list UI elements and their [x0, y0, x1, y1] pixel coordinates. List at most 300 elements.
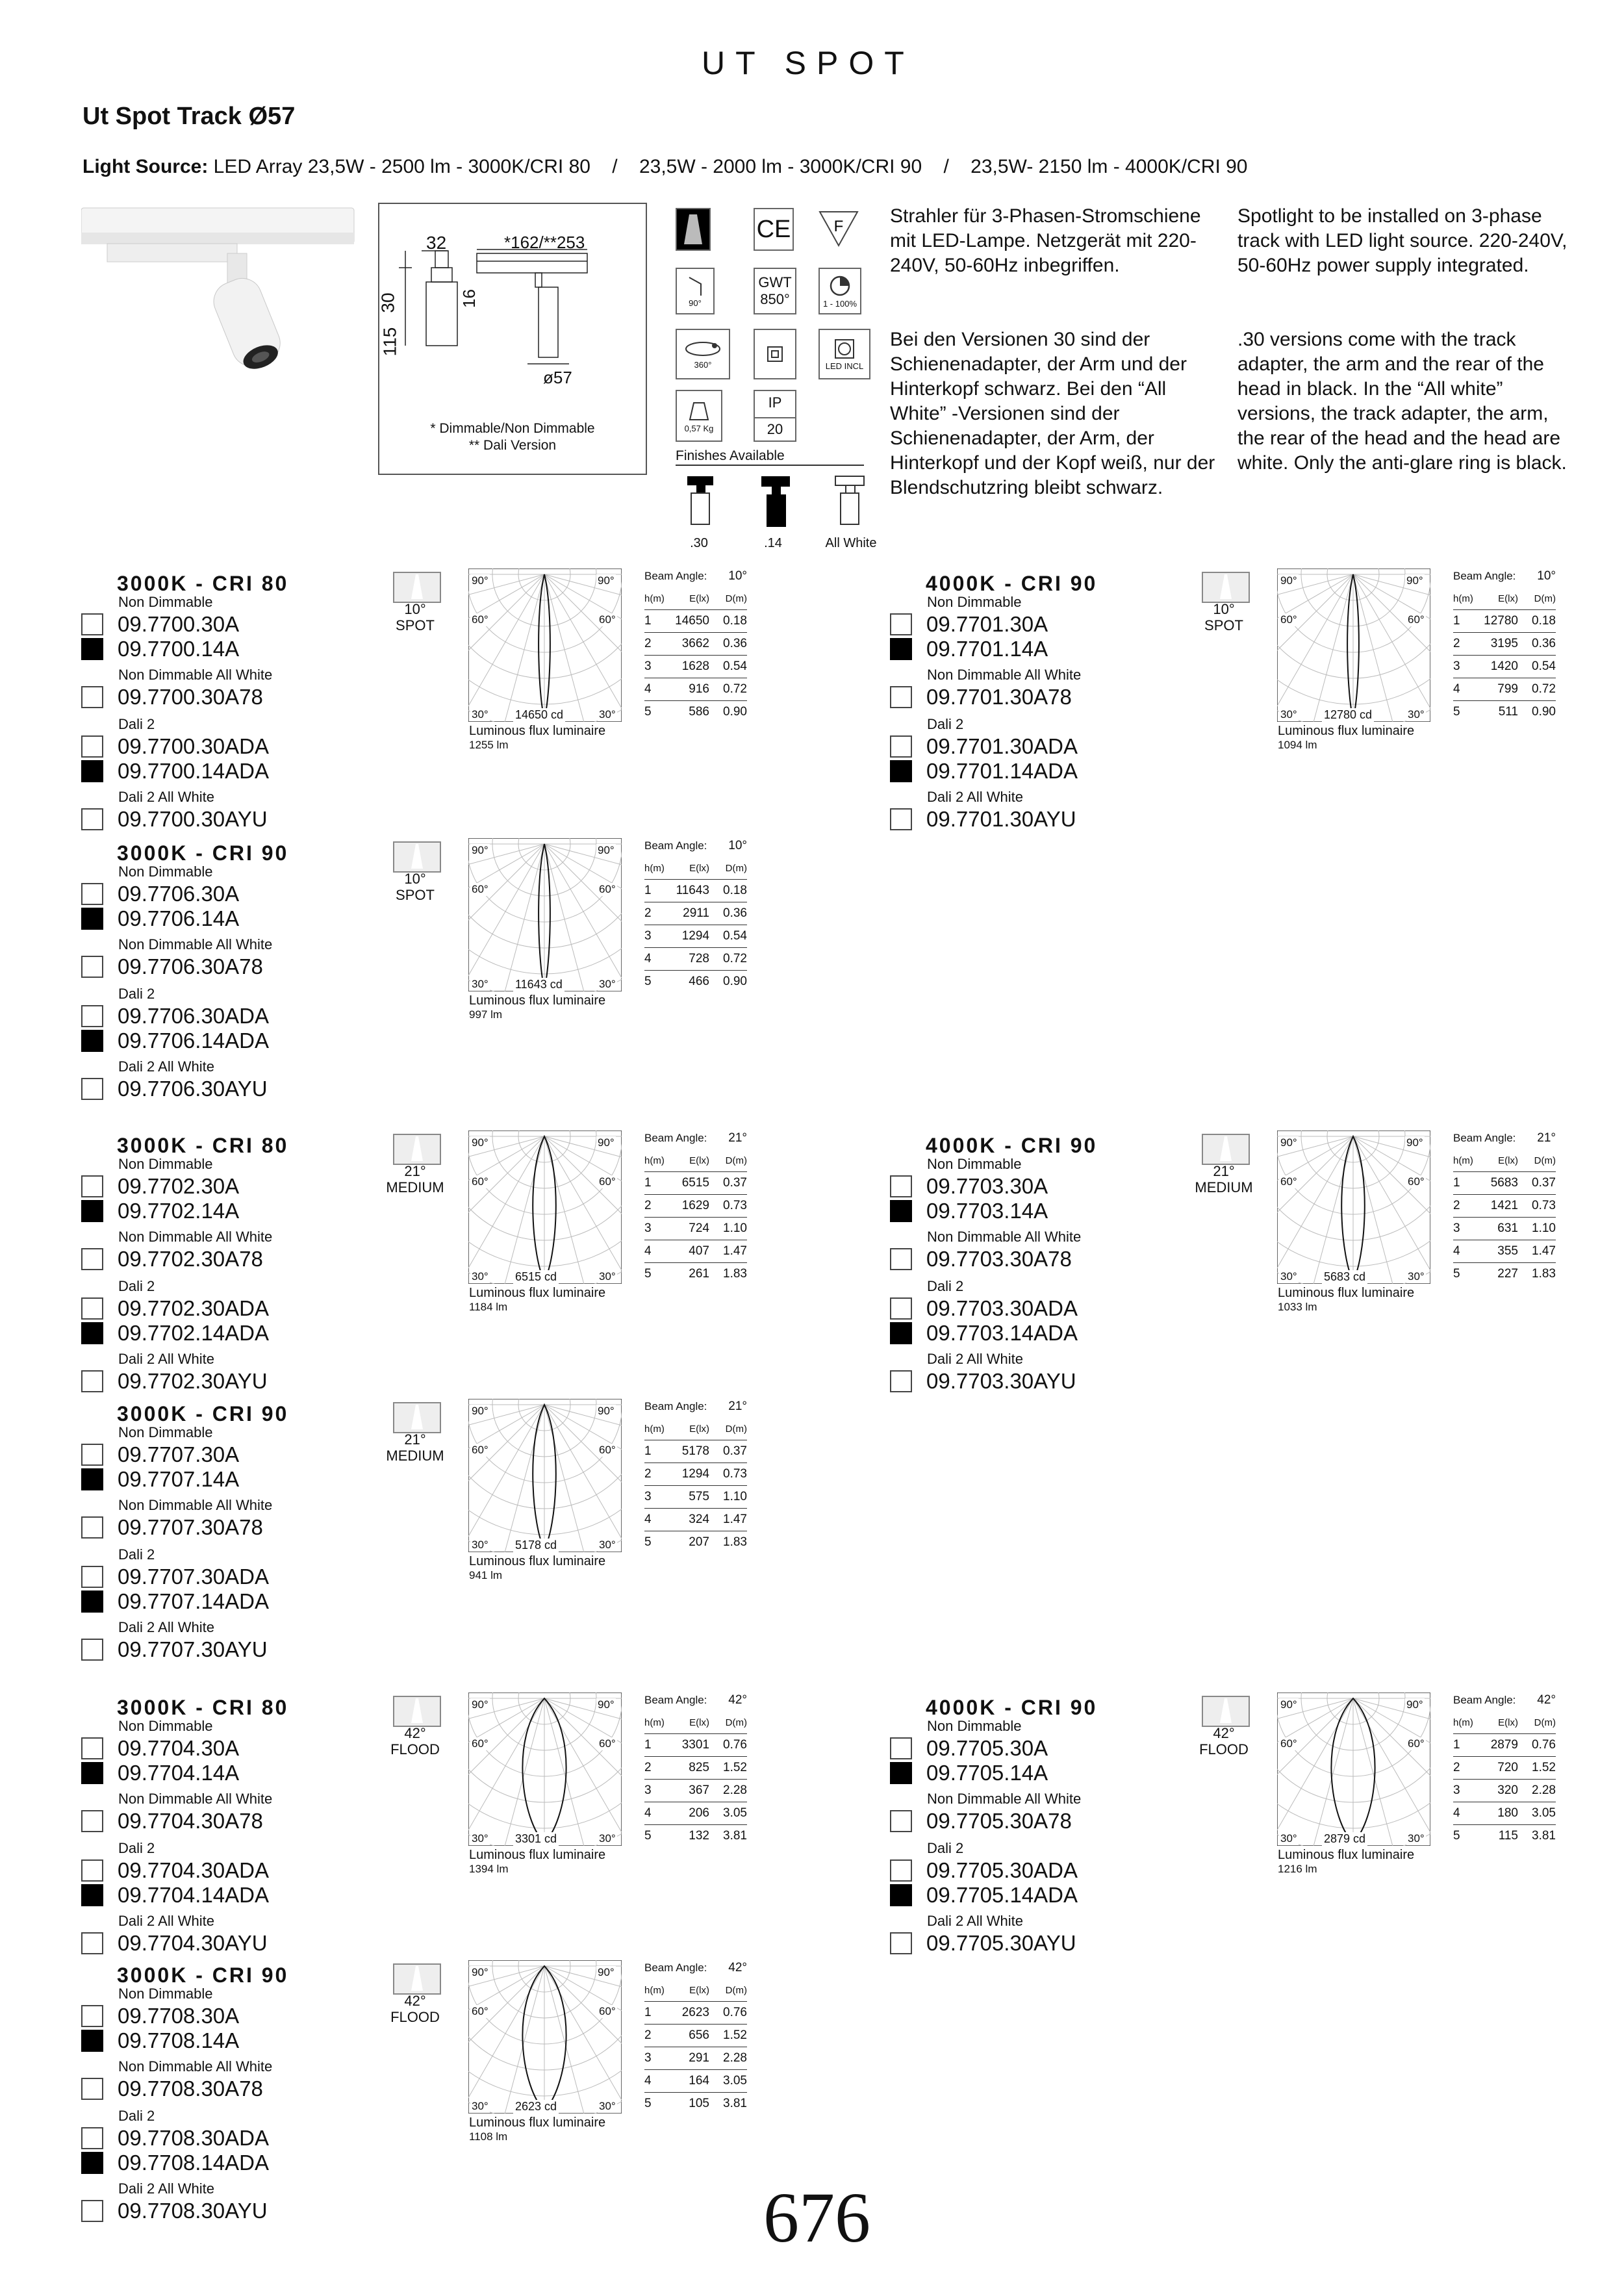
product-code-row[interactable]: [890, 1883, 1078, 1908]
finish-checkbox[interactable]: [81, 1566, 103, 1588]
product-code[interactable]: 09.7705.30AYU: [926, 1931, 1076, 1955]
table-row: [644, 1240, 747, 1263]
finish-checkbox[interactable]: [81, 1737, 103, 1759]
table-row: [644, 610, 747, 633]
cell-h: 5: [644, 1829, 652, 1843]
cell-h: 4: [644, 1244, 652, 1258]
finish-checkbox[interactable]: [890, 1200, 912, 1222]
product-code[interactable]: 09.7707.14A: [118, 1467, 240, 1491]
product-code-row[interactable]: [81, 1883, 269, 1908]
cell-d: 1.47: [723, 1513, 747, 1526]
finish-checkbox[interactable]: [890, 1859, 912, 1882]
cell-e: 631: [1497, 1221, 1518, 1235]
table-row: [644, 1440, 747, 1463]
polar-label-60-left: 60°: [1280, 613, 1297, 626]
cell-e: 2911: [683, 906, 709, 920]
cell-d: 0.90: [723, 975, 747, 988]
beam-data-table: [644, 1127, 747, 1285]
finish-checkbox[interactable]: [890, 1322, 912, 1344]
cell-h: 1: [1453, 1176, 1460, 1190]
table-row: [1453, 1172, 1556, 1195]
finish-label-30: .30: [690, 536, 708, 550]
luminous-flux-value: 1094 lm: [1278, 739, 1317, 751]
cell-d: 1.83: [723, 1535, 747, 1549]
cell-e: 916: [689, 682, 709, 696]
finish-checkbox[interactable]: [890, 1297, 912, 1320]
finish-checkbox[interactable]: [81, 2005, 103, 2027]
beam-angle-caption: Beam Angle:: [1453, 570, 1516, 582]
table-row: [644, 1802, 747, 1825]
col-e: E(lx): [689, 1717, 709, 1728]
product-code-row[interactable]: [890, 1369, 1076, 1394]
product-code-row[interactable]: [81, 734, 269, 759]
col-d: D(m): [725, 1984, 747, 1996]
finish-checkbox[interactable]: [81, 2152, 103, 2174]
product-code-row[interactable]: [81, 1809, 263, 1833]
cell-e: 2623: [681, 2006, 709, 2019]
finish-checkbox[interactable]: [890, 1810, 912, 1832]
section-subheading: Non Dimmable All White: [927, 1229, 1082, 1245]
cell-h: 3: [644, 659, 652, 673]
col-e: E(lx): [689, 1423, 709, 1435]
product-code[interactable]: 09.7703.14ADA: [926, 1321, 1078, 1345]
product-code-row[interactable]: [890, 612, 1048, 637]
product-code-row[interactable]: [890, 759, 1078, 784]
luminous-flux-value: 1033 lm: [1278, 1301, 1317, 1313]
finish-checkbox[interactable]: [81, 686, 103, 708]
finish-checkbox[interactable]: [81, 883, 103, 905]
product-code[interactable]: 09.7701.30A78: [926, 685, 1072, 709]
polar-label-90-right: 90°: [598, 574, 615, 587]
product-code[interactable]: 09.7708.14ADA: [118, 2151, 270, 2175]
product-code-row[interactable]: [81, 1515, 263, 1540]
product-code-row[interactable]: [81, 1565, 269, 1589]
product-code[interactable]: 09.7707.30AYU: [118, 1637, 268, 1661]
section-subheading: Dali 2 All White: [118, 1913, 214, 1929]
finish-checkbox[interactable]: [81, 956, 103, 978]
beam-type-icon: [1202, 1696, 1250, 1727]
product-code[interactable]: 09.7706.14ADA: [118, 1028, 270, 1053]
table-row: [1453, 1218, 1556, 1240]
finish-checkbox[interactable]: [81, 1884, 103, 1906]
cell-d: 1.52: [723, 2028, 747, 2042]
cell-h: 2: [644, 906, 652, 920]
luminous-flux-caption: Luminous flux luminaire: [1278, 724, 1415, 738]
product-code-row[interactable]: [890, 1296, 1078, 1321]
finish-checkbox[interactable]: [890, 1248, 912, 1270]
product-code[interactable]: 09.7704.30A78: [118, 1809, 263, 1833]
beam-type-label: FLOOD: [390, 1741, 440, 1757]
product-code-row[interactable]: [81, 1736, 239, 1761]
table-row: [644, 1463, 747, 1486]
finish-checkbox[interactable]: [81, 2127, 103, 2149]
product-title: Ut Spot Track Ø57: [82, 103, 296, 130]
product-code-row[interactable]: [81, 1028, 269, 1053]
polar-label-90-right: 90°: [1406, 1136, 1423, 1149]
product-code[interactable]: 09.7705.30A78: [926, 1809, 1072, 1833]
col-e: E(lx): [1498, 1155, 1518, 1166]
beam-angle-heading: [644, 1127, 747, 1149]
cell-h: 5: [1453, 705, 1460, 719]
product-code[interactable]: 09.7705.14A: [926, 1761, 1048, 1785]
product-code-row[interactable]: [890, 685, 1072, 709]
beam-angle-heading: [644, 1396, 747, 1418]
product-code-row[interactable]: [890, 1736, 1048, 1761]
product-code-row[interactable]: [890, 1931, 1076, 1956]
product-code-row[interactable]: [81, 1077, 268, 1101]
product-code-row[interactable]: [81, 637, 239, 661]
product-code[interactable]: 09.7701.14A: [926, 637, 1048, 661]
polar-label-60-right: 60°: [599, 883, 616, 895]
section-subheading: Non Dimmable: [927, 1156, 1022, 1172]
section-subheading: Non Dimmable: [927, 1718, 1022, 1734]
table-row: [644, 678, 747, 701]
section-subheading: Dali 2: [118, 2108, 155, 2124]
product-code-row[interactable]: [890, 637, 1048, 661]
polar-label-60-left: 60°: [472, 883, 488, 895]
cell-d: 3.81: [723, 1829, 747, 1843]
product-code-row[interactable]: [890, 1858, 1078, 1883]
cell-h: 3: [644, 929, 652, 943]
product-code-row[interactable]: [81, 1321, 269, 1346]
finish-checkbox[interactable]: [890, 613, 912, 635]
cell-e: 180: [1497, 1806, 1518, 1820]
finish-checkbox[interactable]: [81, 613, 103, 635]
finish-checkbox[interactable]: [81, 1516, 103, 1539]
product-code[interactable]: 09.7701.30A: [926, 612, 1048, 636]
product-code-row[interactable]: [81, 807, 268, 832]
cell-d: 0.73: [1532, 1199, 1556, 1212]
peak-intensity-label: 5178 cd: [513, 1539, 559, 1552]
product-code-row[interactable]: [890, 807, 1076, 832]
finish-checkbox[interactable]: [81, 1591, 103, 1613]
finish-checkbox[interactable]: [890, 1932, 912, 1954]
luminous-flux-value: 1394 lm: [469, 1863, 509, 1875]
product-code-row[interactable]: [81, 1589, 269, 1614]
product-code[interactable]: 09.7702.14A: [118, 1199, 240, 1223]
cell-e: 105: [689, 2097, 709, 2110]
product-code[interactable]: 09.7707.14ADA: [118, 1589, 270, 1613]
cell-h: 3: [644, 2051, 652, 2065]
product-code[interactable]: 09.7703.30AYU: [926, 1369, 1076, 1393]
luminous-flux-value: 1255 lm: [469, 739, 509, 751]
product-code-row[interactable]: [890, 1174, 1048, 1199]
col-d: D(m): [725, 862, 747, 874]
dimmer-text: 1 - 100%: [822, 298, 857, 309]
spot-beam-icon: [676, 208, 711, 251]
product-code[interactable]: 09.7704.30A: [118, 1736, 240, 1760]
finish-checkbox[interactable]: [81, 1762, 103, 1784]
table-row: [644, 1757, 747, 1780]
product-code-row[interactable]: [81, 759, 269, 784]
luminous-flux-caption: Luminous flux luminaire: [1278, 1848, 1415, 1862]
finish-checkbox[interactable]: [890, 686, 912, 708]
finish-checkbox[interactable]: [81, 1370, 103, 1392]
peak-intensity-label: 6515 cd: [513, 1270, 559, 1284]
table-row: [644, 1263, 747, 1285]
cell-h: 1: [644, 1444, 652, 1458]
cell-e: 1294: [681, 1467, 709, 1481]
product-code[interactable]: 09.7705.14ADA: [926, 1883, 1078, 1907]
cell-e: 5683: [1490, 1176, 1518, 1190]
product-code-row[interactable]: [81, 2199, 268, 2223]
finish-checkbox[interactable]: [81, 1248, 103, 1270]
product-code[interactable]: 09.7703.30A78: [926, 1247, 1072, 1271]
beam-data-table: [644, 1396, 747, 1553]
product-code-row[interactable]: [81, 954, 263, 979]
product-code-row[interactable]: [81, 2004, 239, 2028]
cell-e: 11643: [676, 884, 709, 897]
light-source-text: LED Array 23,5W - 2500 lm - 3000K/CRI 80 / 23,5W - 2000 lm - 3000K/CRI 90 / 23,5W- 2150 lm - 4000K/CRI 90: [208, 156, 1248, 177]
product-code-row[interactable]: [81, 1637, 268, 1662]
table-row: [1453, 1195, 1556, 1218]
finish-white-swatch: [835, 476, 864, 524]
finish-checkbox[interactable]: [81, 1030, 103, 1052]
polar-label-30-right: 30°: [599, 1539, 616, 1551]
product-code[interactable]: 09.7704.30AYU: [118, 1931, 268, 1955]
beam-type-label: SPOT: [396, 617, 435, 633]
table-row: [644, 971, 747, 993]
finish-checkbox[interactable]: [81, 2078, 103, 2100]
luminous-flux-value: 1184 lm: [469, 1301, 508, 1313]
polar-label-90-right: 90°: [1406, 574, 1423, 587]
finish-checkbox[interactable]: [81, 638, 103, 660]
cell-d: 0.73: [723, 1199, 747, 1212]
product-code[interactable]: 09.7706.14A: [118, 906, 240, 930]
product-code[interactable]: 09.7700.30A: [118, 612, 240, 636]
finish-checkbox[interactable]: [81, 1810, 103, 1832]
cell-d: 0.73: [723, 1467, 747, 1481]
finish-checkbox[interactable]: [890, 1175, 912, 1197]
finish-checkbox[interactable]: [81, 735, 103, 758]
finish-checkbox[interactable]: [81, 1078, 103, 1100]
luminous-flux-value: 941 lm: [469, 1569, 503, 1581]
cell-h: 5: [1453, 1829, 1460, 1843]
polar-label-60-right: 60°: [599, 2005, 616, 2017]
product-code-row[interactable]: [81, 612, 239, 637]
product-code[interactable]: 09.7704.14A: [118, 1761, 240, 1785]
product-code-row[interactable]: [81, 2126, 269, 2151]
product-code-row[interactable]: [81, 1369, 268, 1394]
finish-checkbox[interactable]: [81, 808, 103, 830]
polar-label-90-right: 90°: [598, 1966, 615, 1978]
finish-checkbox[interactable]: [890, 1884, 912, 1906]
polar-label-30-left: 30°: [472, 978, 488, 990]
product-code-row[interactable]: [81, 1296, 269, 1321]
product-code-row[interactable]: [890, 1199, 1048, 1223]
product-code-row[interactable]: [81, 1247, 263, 1271]
section-title: 3000K - CRI 80: [117, 1696, 289, 1719]
finish-checkbox[interactable]: [81, 1200, 103, 1222]
beam-angle-icon-label: 10°: [404, 871, 426, 887]
table-row: [1453, 656, 1556, 678]
col-e: E(lx): [1498, 1717, 1518, 1728]
cell-d: 3.05: [723, 2074, 747, 2088]
cell-d: 1.10: [723, 1221, 747, 1235]
cell-e: 6515: [681, 1176, 709, 1190]
product-code-row[interactable]: [81, 1174, 239, 1199]
product-code[interactable]: 09.7708.30A78: [118, 2076, 263, 2101]
finish-checkbox[interactable]: [81, 1005, 103, 1027]
beam-angle-caption: Beam Angle:: [644, 1400, 707, 1412]
polar-label-90-left: 90°: [472, 1698, 488, 1711]
finish-checkbox[interactable]: [81, 1175, 103, 1197]
product-code-row[interactable]: [890, 1247, 1072, 1271]
product-code[interactable]: 09.7704.14ADA: [118, 1883, 270, 1907]
product-code-row[interactable]: [890, 1321, 1078, 1346]
table-row: [644, 1780, 747, 1802]
product-code[interactable]: 09.7703.30ADA: [926, 1296, 1078, 1320]
finish-checkbox[interactable]: [890, 1762, 912, 1784]
product-code-row[interactable]: [81, 1931, 268, 1956]
product-code[interactable]: 09.7708.30A: [118, 2004, 240, 2028]
finish-checkbox[interactable]: [81, 1322, 103, 1344]
finish-checkbox[interactable]: [890, 1737, 912, 1759]
dim-16: 16: [459, 289, 479, 308]
product-code-row[interactable]: [81, 685, 263, 709]
product-code-row[interactable]: [81, 2028, 239, 2053]
polar-label-90-right: 90°: [1406, 1698, 1423, 1711]
finish-checkbox[interactable]: [81, 1639, 103, 1661]
product-code-row[interactable]: [81, 2151, 269, 2175]
product-code[interactable]: 09.7702.30A78: [118, 1247, 263, 1271]
cell-e: 586: [689, 705, 709, 719]
section-subheading: Dali 2: [118, 716, 155, 732]
finish-checkbox[interactable]: [81, 1859, 103, 1882]
product-code[interactable]: 09.7705.30A: [926, 1736, 1048, 1760]
beam-data-table: [1453, 1127, 1556, 1285]
section-subheading: Non Dimmable: [118, 1986, 213, 2002]
cell-e: 3301: [681, 1738, 709, 1752]
product-code[interactable]: 09.7706.30AYU: [118, 1077, 268, 1101]
cell-d: 3.81: [723, 2097, 747, 2110]
finish-checkbox[interactable]: [890, 1370, 912, 1392]
product-code-row[interactable]: [890, 734, 1078, 759]
section-title: 3000K - CRI 80: [117, 1134, 289, 1157]
section-subheading: Dali 2 All White: [927, 1351, 1023, 1367]
cell-h: 2: [644, 1199, 652, 1212]
dim-162: *162/**253: [504, 233, 585, 252]
cell-d: 2.28: [1532, 1783, 1556, 1797]
product-code-row[interactable]: [81, 1858, 269, 1883]
col-e: E(lx): [689, 1984, 709, 1996]
finish-checkbox[interactable]: [890, 638, 912, 660]
product-code-row[interactable]: [81, 1442, 239, 1467]
table-row: [1453, 1263, 1556, 1285]
product-code[interactable]: 09.7708.14A: [118, 2028, 240, 2052]
cell-h: 3: [644, 1490, 652, 1503]
weight-icon: [676, 390, 722, 442]
finish-checkbox[interactable]: [81, 908, 103, 930]
product-code[interactable]: 09.7708.30AYU: [118, 2199, 268, 2223]
product-code-row[interactable]: [81, 1761, 239, 1785]
product-code[interactable]: 09.7702.30A: [118, 1174, 240, 1198]
finish-checkbox[interactable]: [81, 1468, 103, 1490]
section-subheading: Dali 2: [118, 1278, 155, 1294]
cell-h: 1: [644, 1738, 652, 1752]
luminous-flux-caption: Luminous flux luminaire: [469, 1286, 606, 1300]
section-subheading: Dali 2 All White: [118, 1058, 214, 1075]
product-code[interactable]: 09.7701.30ADA: [926, 734, 1078, 758]
finish-checkbox[interactable]: [81, 760, 103, 782]
product-code[interactable]: 09.7703.30A: [926, 1174, 1048, 1198]
beam-type-icon: [393, 1696, 441, 1727]
cell-h: 2: [644, 1761, 652, 1774]
cell-e: 656: [689, 2028, 709, 2042]
finish-checkbox[interactable]: [81, 1297, 103, 1320]
product-code[interactable]: 09.7704.30ADA: [118, 1858, 270, 1882]
product-code[interactable]: 09.7706.30ADA: [118, 1004, 270, 1028]
product-code[interactable]: 09.7701.14ADA: [926, 759, 1078, 783]
cell-d: 3.81: [1532, 1829, 1556, 1843]
product-code[interactable]: 09.7700.14ADA: [118, 759, 270, 783]
product-code-row[interactable]: [81, 906, 239, 931]
product-code[interactable]: 09.7707.30A78: [118, 1515, 263, 1539]
product-code[interactable]: 09.7700.30ADA: [118, 734, 270, 758]
section-subheading: Non Dimmable All White: [118, 1229, 273, 1245]
product-code[interactable]: 09.7700.14A: [118, 637, 240, 661]
product-code[interactable]: 09.7708.30ADA: [118, 2126, 270, 2150]
cell-e: 2879: [1490, 1738, 1518, 1752]
series-title: UT SPOT: [702, 45, 915, 81]
table-row: [644, 656, 747, 678]
finish-checkbox[interactable]: [890, 760, 912, 782]
col-h: h(m): [644, 862, 665, 874]
product-code-row[interactable]: [81, 1467, 239, 1492]
product-code[interactable]: 09.7706.30A78: [118, 954, 263, 978]
product-photo: [81, 195, 367, 383]
product-code-row[interactable]: [81, 2076, 263, 2101]
polar-label-60-right: 60°: [1408, 1175, 1425, 1188]
product-code[interactable]: 09.7707.30ADA: [118, 1565, 270, 1589]
polar-label-90-left: 90°: [472, 1136, 488, 1149]
product-code[interactable]: 09.7702.14ADA: [118, 1321, 270, 1345]
product-code[interactable]: 09.7702.30AYU: [118, 1369, 268, 1393]
product-code[interactable]: 09.7703.14A: [926, 1199, 1048, 1223]
table-row: [644, 1218, 747, 1240]
finish-checkbox[interactable]: [81, 2030, 103, 2052]
table-row: [644, 902, 747, 925]
finish-checkbox[interactable]: [81, 2200, 103, 2222]
col-h: h(m): [1453, 1717, 1473, 1728]
product-code-row[interactable]: [81, 1199, 239, 1223]
ip-value: 20: [755, 417, 795, 438]
product-code-row[interactable]: [81, 1004, 269, 1028]
product-code[interactable]: 09.7702.30ADA: [118, 1296, 270, 1320]
finish-checkbox[interactable]: [81, 1932, 103, 1954]
product-code-row[interactable]: [890, 1761, 1048, 1785]
product-code-row[interactable]: [890, 1809, 1072, 1833]
finish-checkbox[interactable]: [81, 1444, 103, 1466]
polar-label-30-left: 30°: [472, 1539, 488, 1551]
product-code[interactable]: 09.7706.30A: [118, 882, 240, 906]
product-code[interactable]: 09.7700.30A78: [118, 685, 263, 709]
polar-diagram: [468, 1692, 624, 1854]
product-code-row[interactable]: [81, 882, 239, 906]
product-code[interactable]: 09.7701.30AYU: [926, 807, 1076, 831]
product-code[interactable]: 09.7700.30AYU: [118, 807, 268, 831]
polar-label-30-right: 30°: [1408, 1270, 1425, 1283]
cell-e: 5178: [681, 1444, 709, 1458]
beam-angle-caption: Beam Angle:: [644, 1694, 707, 1706]
finish-checkbox[interactable]: [890, 808, 912, 830]
finish-checkbox[interactable]: [890, 735, 912, 758]
polar-label-60-left: 60°: [1280, 1175, 1297, 1188]
product-code[interactable]: 09.7707.30A: [118, 1442, 240, 1466]
cell-h: 2: [1453, 1761, 1460, 1774]
product-code[interactable]: 09.7705.30ADA: [926, 1858, 1078, 1882]
polar-label-90-left: 90°: [1280, 574, 1297, 587]
